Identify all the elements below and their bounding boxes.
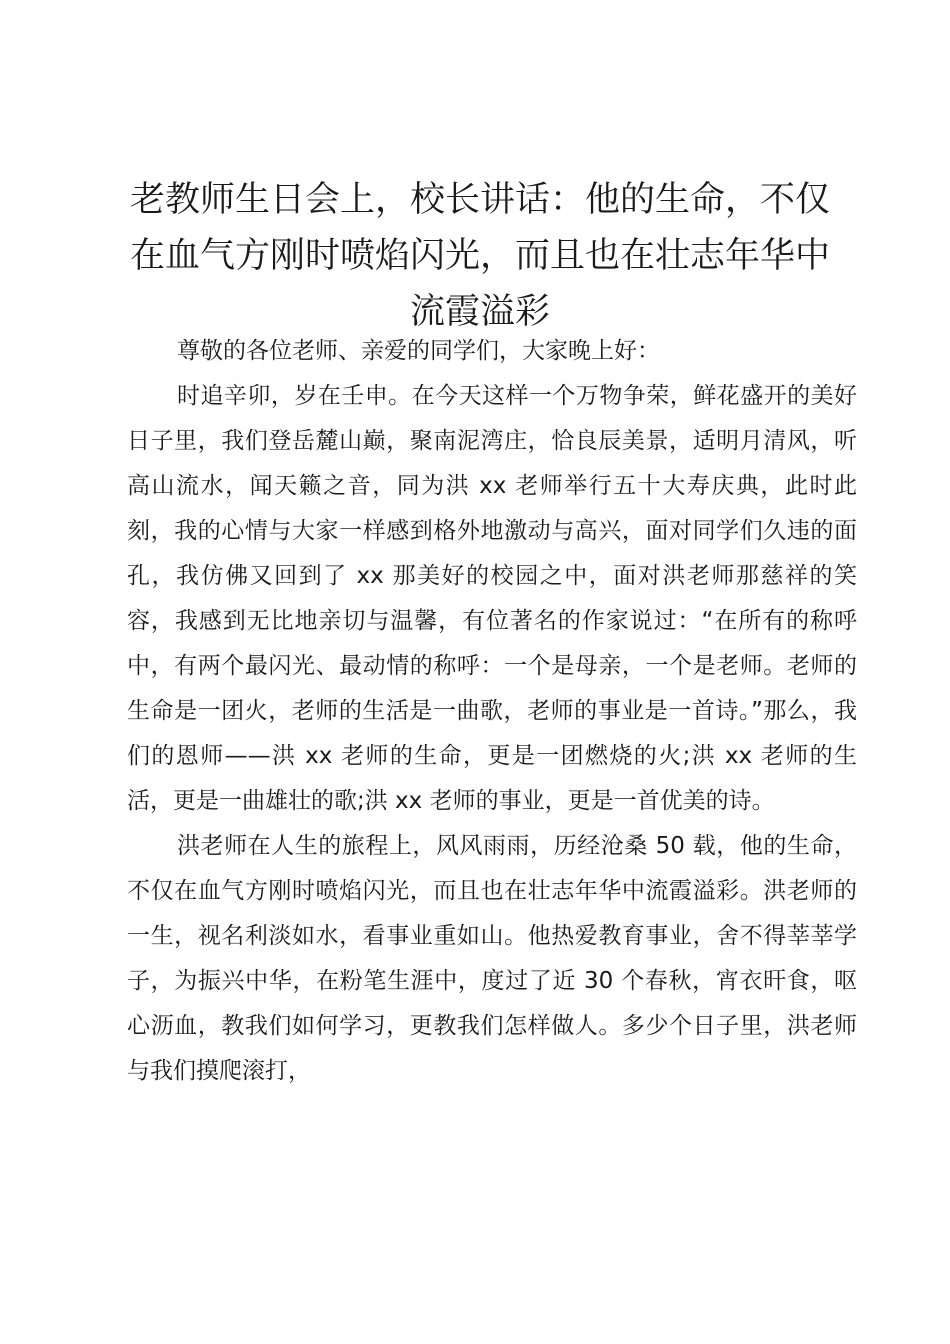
body-paragraph-1: 时追辛卯，岁在壬申。在今天这样一个万物争荣，鲜花盛开的美好日子里，我们登岳麓山巅，聚南泥湾庄，恰良辰美景，适明月清风，听高山流水，闻天籁之音，同为洪 xx 老师举行五十大寿庆典，此时此刻，我的心情与大家一样感到格外地激动与高兴，面对同学们久违的面孔，我仿佛又回到了 xx 那美好的校园之中，面对洪老师那慈祥的笑容，我感到无比地亲切与温馨，有位著名的作家说过：“在所有的称呼中，有两个最闪光、最动情的称呼：一个是母亲，一个是老师。老师的生命是一团火，老师的生活是一曲歌，老师的事业是一首诗。”那么，我们的恩师——洪 xx 老师的生命，更是一团燃烧的火;洪 xx 老师的生活，更是一曲雄壮的歌;洪 xx 老师的事业，更是一首优美的诗。 bbox=[127, 383, 857, 814]
document-body bbox=[127, 329, 857, 1094]
greeting-paragraph: 尊敬的各位老师、亲爱的同学们，大家晚上好： bbox=[177, 338, 660, 364]
body-paragraph-2: 洪老师在人生的旅程上，风风雨雨，历经沧桑 50 载，他的生命，不仅在血气方刚时喷焰闪光，而且也在壮志年华中流霞溢彩。洪老师的一生，视名利淡如水，看事业重如山。他热爱教育事业，舍不得莘莘学子，为振兴中华，在粉笔生涯中，度过了近 30 个春秋，宵衣旰食，呕心沥血，教我们如何学习，更教我们怎样做人。多少个日子里，洪老师与我们摸爬滚打， bbox=[127, 833, 857, 1084]
document-title: 老教师生日会上，校长讲话：他的生命，不仅在血气方刚时喷焰闪光，而且也在壮志年华中流霞溢彩 bbox=[129, 180, 830, 332]
